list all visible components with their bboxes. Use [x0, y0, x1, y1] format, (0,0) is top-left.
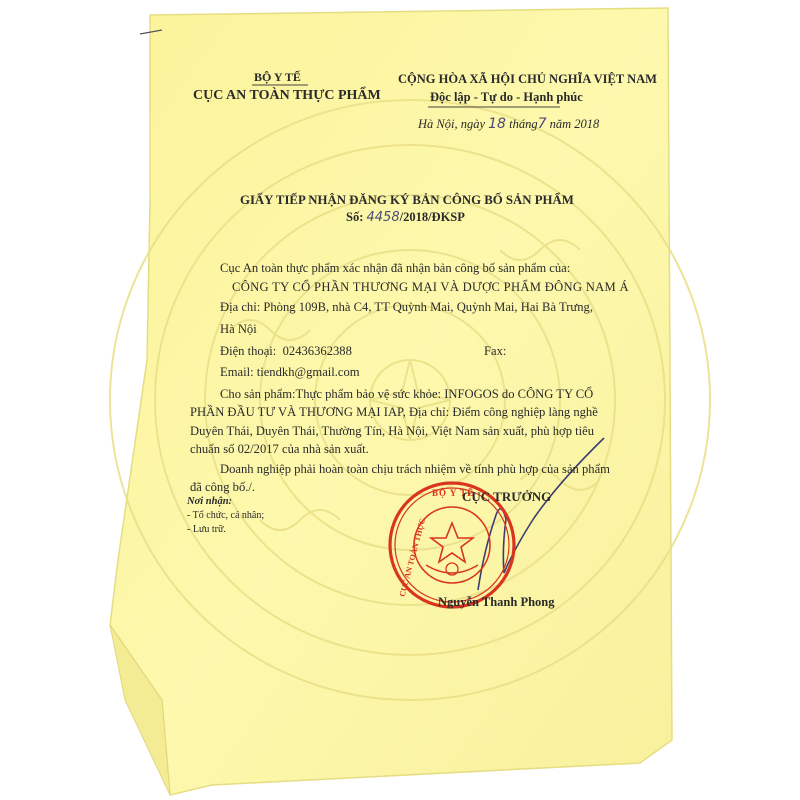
responsibility-line-2: đã công bố./.	[190, 480, 256, 494]
product-line-4: chuẩn số 02/2017 của nhà sản xuất.	[190, 442, 369, 456]
email-line: Email: tiendkh@gmail.com	[220, 365, 360, 379]
signer-title: CỤC TRƯỞNG	[462, 489, 552, 504]
responsibility-line-1: Doanh nghiệp phải hoàn toàn chịu trách nhiệm về tính phù hợp của sản phẩm	[220, 462, 610, 476]
document-title: GIẤY TIẾP NHẬN ĐĂNG KÝ BẢN CÔNG BỐ SẢN PHẨM	[240, 193, 574, 207]
product-line-1: Cho sản phẩm:Thực phẩm bảo vệ sức khỏe: INFOGOS do CÔNG TY CỔ	[220, 387, 594, 401]
seal-left-text: CỤC AN TOÀN THỰC	[397, 517, 428, 598]
country-name: CỘNG HÒA XÃ HỘI CHỦ NGHĨA VIỆT NAM	[398, 72, 657, 86]
national-motto: Độc lập - Tự do - Hạnh phúc	[430, 90, 583, 104]
company-name: CÔNG TY CỔ PHẦN THƯƠNG MẠI VÀ DƯỢC PHẨM ĐÔNG NAM Á	[232, 280, 629, 294]
seal-top-text: BỘ Y TẾ	[432, 488, 475, 498]
address-line-1: Địa chỉ: Phòng 109B, nhà C4, TT Quỳnh Mai, Quỳnh Mai, Hai Bà Trưng,	[220, 300, 593, 314]
recipients-label: Nơi nhận:	[187, 496, 233, 507]
product-line-3: Duyên Thái, Duyên Thái, Thường Tín, Hà Nội, Việt Nam sản xuất, phù hợp tiêu	[190, 424, 595, 438]
address-line-2: Hà Nội	[220, 322, 257, 336]
document-number: Số: 4458/2018/ĐKSP	[346, 210, 465, 225]
recipient-item: - Tổ chức, cá nhân;	[187, 510, 265, 521]
department-name: CỤC AN TOÀN THỰC PHẨM	[193, 88, 381, 103]
fax-label: Fax:	[484, 344, 507, 358]
date-month-handwritten: 7	[537, 116, 547, 132]
issue-date: Hà Nội, ngày 18 tháng7 năm 2018	[418, 116, 600, 132]
document-number-handwritten: 4458	[366, 210, 400, 225]
product-line-2: PHẦN ĐẦU TƯ VÀ THƯƠNG MẠI IAP, Địa chỉ: Điểm công nghiệp làng nghề	[190, 405, 598, 419]
signer-name: Nguyễn Thanh Phong	[438, 595, 555, 609]
intro-line: Cục An toàn thực phẩm xác nhận đã nhận bản công bố sản phẩm của:	[220, 261, 571, 275]
date-day-handwritten: 18	[488, 116, 506, 132]
phone-line: Điện thoại: 02436362388	[220, 344, 352, 358]
phone-number: 02436362388	[282, 344, 352, 358]
ministry-name: BỘ Y TẾ	[254, 70, 301, 84]
recipient-item: - Lưu trữ.	[187, 524, 226, 535]
